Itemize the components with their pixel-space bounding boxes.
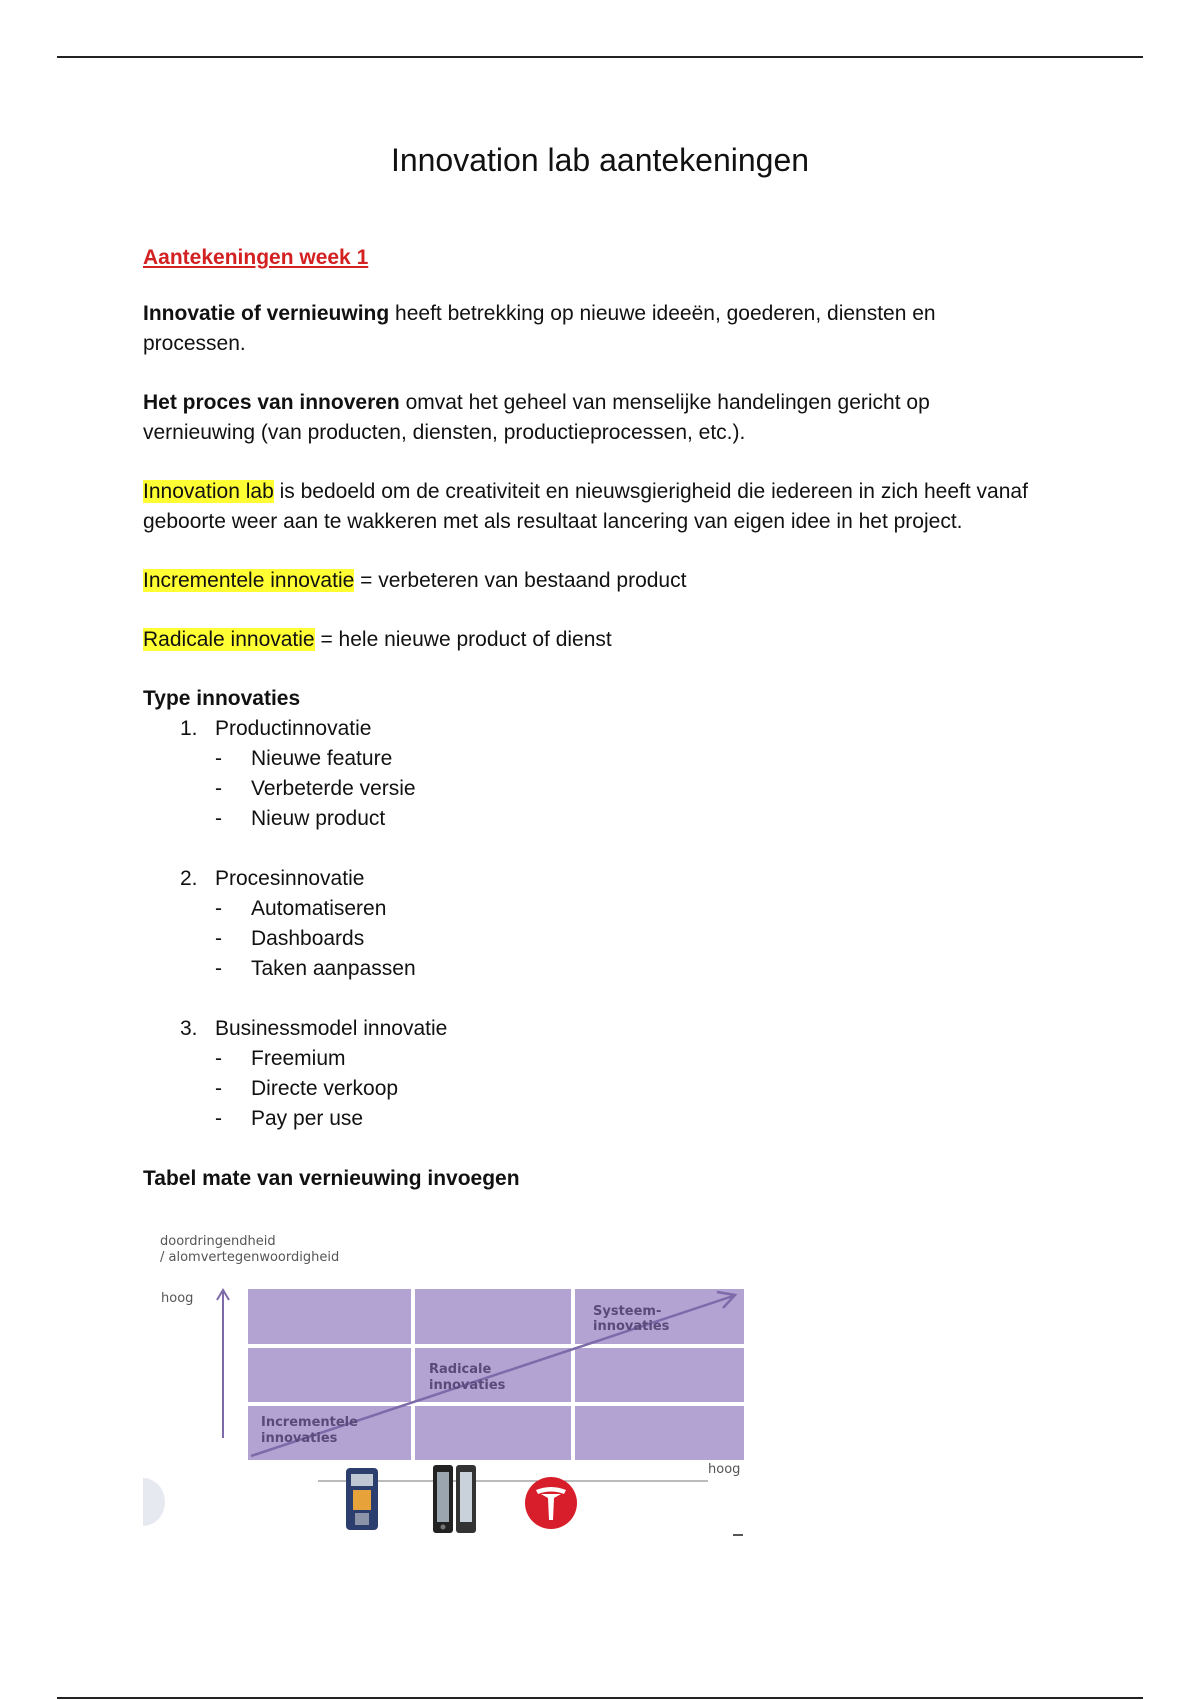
definition-innovatie: heeft betrekking op nieuwe ideeën, goederen, diensten en processen. <box>143 302 936 355</box>
term-proces: Het proces van innoveren <box>143 391 400 414</box>
definition-incrementele: = verbeteren van bestaand product <box>354 569 687 592</box>
sub-item-label: Freemium <box>251 1047 346 1070</box>
dash-bullet: - <box>215 1047 222 1070</box>
sub-list-item <box>143 894 1043 924</box>
definition-radicale: = hele nieuwe product of dienst <box>314 628 612 651</box>
term-innovatie: Innovatie of vernieuwing <box>143 302 390 325</box>
list-item <box>143 714 1043 834</box>
types-heading: Type innovaties <box>143 687 301 710</box>
dash-bullet: - <box>215 927 222 950</box>
paragraph-incrementele <box>143 566 1043 596</box>
definition-proces: omvat het geheel van menselijke handelingen gericht op vernieuwing (van producten, diensten, productieprocessen, etc.). <box>143 391 930 444</box>
sub-item-label: Automatiseren <box>251 897 387 920</box>
sub-item-label: Nieuwe feature <box>251 747 393 770</box>
top-rule <box>57 56 1143 58</box>
cell-label-incremental-2: innovaties <box>261 1431 338 1446</box>
document-title: Innovation lab aantekeningen <box>390 142 810 178</box>
sub-list <box>215 894 1043 984</box>
paragraph-radicale <box>143 625 1043 655</box>
type-label: Businessmodel innovatie <box>215 1017 448 1040</box>
grid-cell <box>415 1289 571 1344</box>
list-item <box>143 1014 1043 1134</box>
dash-bullet: - <box>215 747 222 770</box>
grid-cell <box>248 1289 411 1344</box>
types-list <box>143 714 1043 1134</box>
cell-label-radical-1: Radicale <box>429 1362 492 1377</box>
definition-innovation-lab: is bedoeld om de creativiteit en nieuwsgierigheid die iedereen in zich heeft vanaf geboorte weer aan te wakkeren met als resultaat lancering van eigen idee in het project. <box>143 480 1028 533</box>
paragraph-innovatie <box>143 299 1043 359</box>
cell-label-incremental-1: Incrementele <box>261 1415 358 1430</box>
dash-bullet: - <box>215 807 222 830</box>
table-heading: Tabel mate van vernieuwing invoegen <box>143 1167 520 1190</box>
week-heading: Aantekeningen week 1 <box>143 246 369 269</box>
sub-list-item <box>143 804 1043 834</box>
document-body <box>143 243 1043 1194</box>
sub-item-label: Taken aanpassen <box>251 957 416 980</box>
phone-product-icon <box>433 1465 476 1533</box>
sub-list-item <box>143 1044 1043 1074</box>
grid-cell <box>248 1348 411 1402</box>
list-number: 1. <box>180 717 198 740</box>
sub-list <box>215 744 1043 834</box>
paragraph-proces <box>143 388 1043 448</box>
grid-cell <box>575 1406 744 1460</box>
list-number: 3. <box>180 1017 198 1040</box>
cell-label-system-1: Systeem- <box>593 1304 662 1319</box>
sub-item-label: Directe verkoop <box>251 1077 399 1100</box>
sub-item-label: Pay per use <box>251 1107 364 1130</box>
sub-list-item <box>143 774 1043 804</box>
type-label: Procesinnovatie <box>215 867 365 890</box>
dash-bullet: - <box>215 777 222 800</box>
y-axis-label-line2: / alomvertegenwoordigheid <box>160 1250 340 1265</box>
sub-item-label: Dashboards <box>251 927 365 950</box>
razor-product-icon <box>346 1468 378 1530</box>
sub-list-item <box>143 924 1043 954</box>
sub-item-label: Nieuw product <box>251 807 386 830</box>
cell-label-radical-2: innovaties <box>429 1378 506 1393</box>
y-axis-high-label: hoog <box>161 1291 194 1306</box>
list-item <box>143 864 1043 984</box>
dash-bullet: - <box>215 1107 222 1130</box>
type-label: Productinnovatie <box>215 717 372 740</box>
grid-cell <box>575 1348 744 1402</box>
sub-list-item <box>143 1074 1043 1104</box>
x-axis-high-label: hoog <box>708 1462 741 1477</box>
sub-list-item <box>143 954 1043 984</box>
sub-item-label: Verbeterde versie <box>251 777 416 800</box>
innovation-matrix-svg <box>143 1228 783 1538</box>
grid-cell <box>415 1406 571 1460</box>
term-incrementele: Incrementele innovatie <box>143 569 355 592</box>
partial-logo-icon <box>143 1478 165 1526</box>
paragraph-innovation-lab <box>143 477 1043 537</box>
dash-bullet: - <box>215 1077 222 1100</box>
sub-list-item <box>143 744 1043 774</box>
tesla-logo-icon <box>525 1477 577 1529</box>
dash-bullet: - <box>215 957 222 980</box>
innovation-matrix-figure <box>143 1228 783 1538</box>
y-axis-label-line1: doordringendheid <box>160 1234 276 1249</box>
term-innovation-lab: Innovation lab <box>143 480 274 503</box>
dash-bullet: - <box>215 897 222 920</box>
sub-list <box>215 1044 1043 1134</box>
list-number: 2. <box>180 867 198 890</box>
cell-label-system-2: innovaties <box>593 1319 670 1334</box>
term-radicale: Radicale innovatie <box>143 628 315 651</box>
bottom-rule <box>57 1697 1143 1699</box>
sub-list-item <box>143 1104 1043 1134</box>
